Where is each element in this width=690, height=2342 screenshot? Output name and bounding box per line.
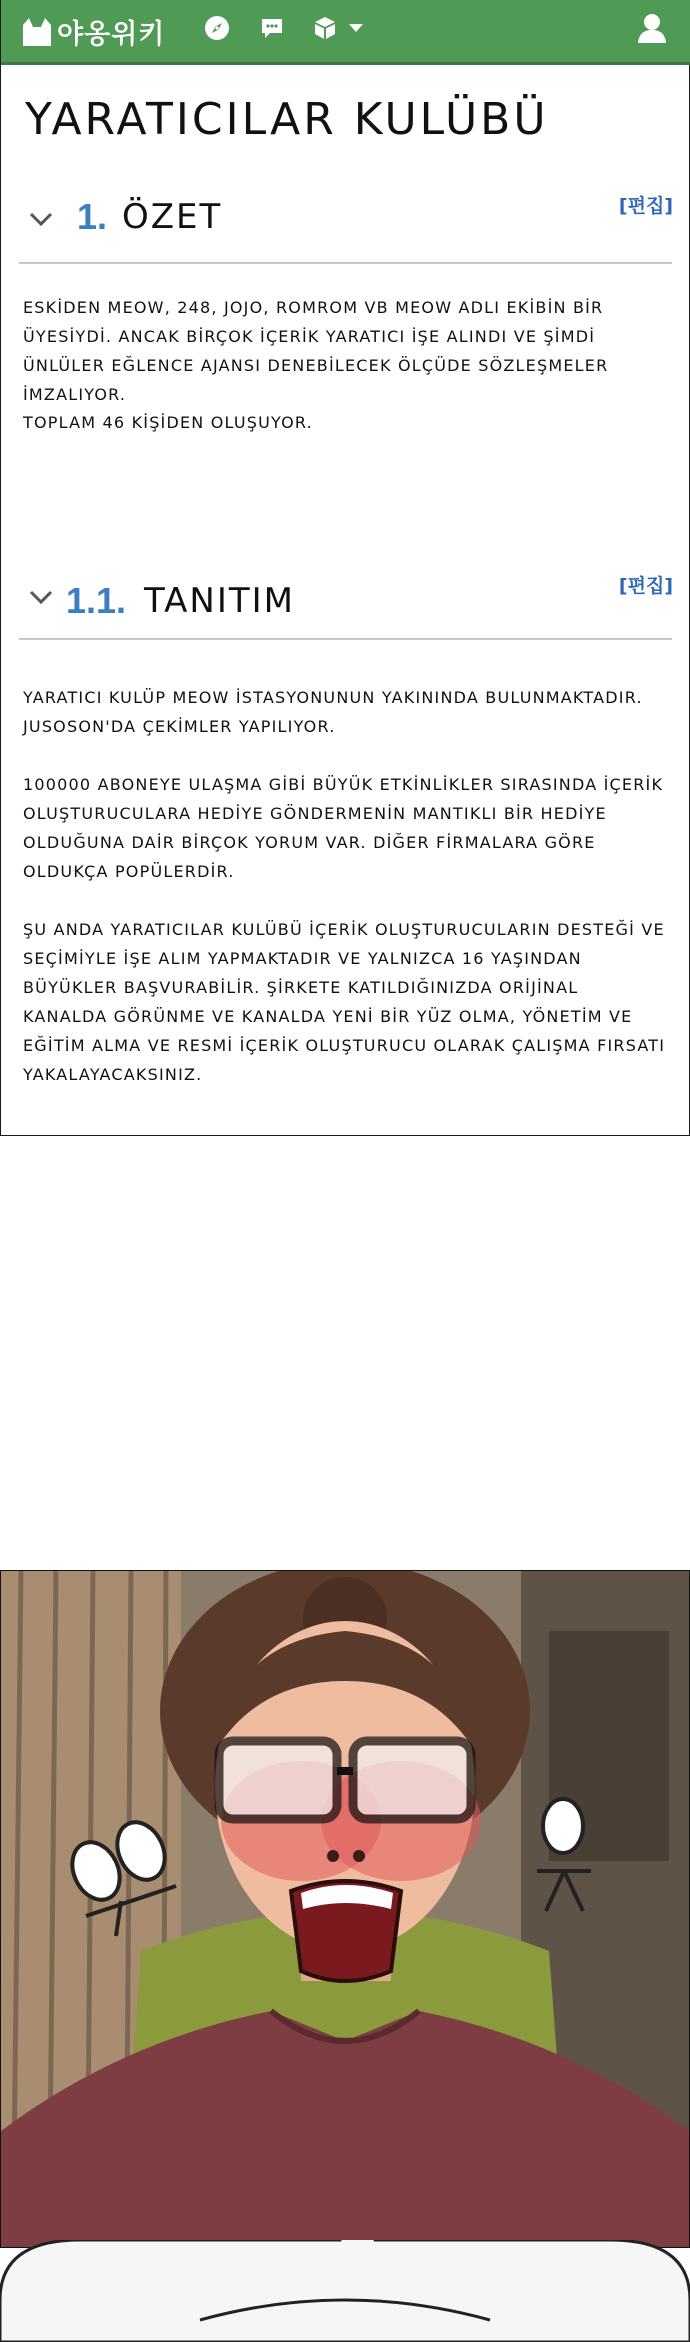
edit-link[interactable]: [편집]: [618, 575, 673, 597]
chevron-down-icon[interactable]: [348, 22, 364, 34]
section-number: 1.: [77, 196, 108, 237]
section-paragraph: TOPLAM 46 KİŞİDEN OLUŞUYOR.: [23, 413, 313, 432]
section-paragraph: YARATICI KULÜP MEOW İSTASYONUNUN YAKININDA BULUNMAKTADIR. JUSOSON'DA ÇEKİMLER YAPILIYOR.: [23, 688, 643, 736]
section-paragraph: ESKİDEN MEOW, 248, JOJO, ROMROM VB MEOW ADLI EKİBİN BİR ÜYESİYDİ. ANCAK BİRÇOK İÇERİK YARATICI İŞE ALINDI VE ŞİMDİ ÜNLÜLER EĞLENCE AJANSI DENEBİLECEK ÖLÇÜDE SÖZLEŞMELER İMZALIYOR.: [23, 298, 609, 404]
discussion-icon[interactable]: [259, 15, 285, 41]
wiki-panel: [0, 0, 690, 1136]
section-title: TANITIM: [144, 581, 295, 621]
brand-home-link[interactable]: [19, 12, 165, 51]
section-title: ÖZET: [122, 197, 223, 237]
chevron-down-icon[interactable]: [29, 211, 53, 227]
brand-name: 야옹위키: [57, 19, 166, 50]
page-title: YARATICILAR KULÜBÜ: [25, 94, 549, 145]
chevron-down-icon[interactable]: [29, 589, 53, 605]
user-icon[interactable]: [637, 12, 667, 44]
section-paragraph: 100000 ABONEYE ULAŞMA GİBİ BÜYÜK ETKİNLİKLER SIRASINDA İÇERİK OLUŞTURUCULARA HEDİYE GÖNDERMENİN MANTIKLI BİR HEDİYE OLDUĞUNA DAİR BİRÇOK YORUM VAR. DİĞER FİRMALARA GÖRE OLDUKÇA POPÜLERDİR.: [23, 775, 664, 881]
comic-panel: [0, 1570, 690, 2248]
comic-illustration: [1, 1571, 689, 2247]
speech-bubble: [0, 2240, 690, 2342]
section-divider: [19, 262, 672, 264]
section-number: 1.1.: [66, 580, 127, 621]
section-paragraph: ŞU ANDA YARATICILAR KULÜBÜ İÇERİK OLUŞTURUCULARIN DESTEĞİ VE SEÇİMİYLE İŞE ALIM YAPMAKTADIR VE YALNIZCA 16 YAŞINDAN BÜYÜKLER BAŞVURABİLİR. ŞİRKETE KATILDIĞINIZDA ORİJİNAL KANALDA GÖRÜNME VE KANALDA YENİ BİR YÜZ OLMA, YÖNETİM VE EĞİTİM ALMA VE RESMİ İÇERİK OLUŞTURUCU OLARAK ÇALIŞMA FIRSATI YAKALAYACAKSINIZ.: [23, 920, 666, 1084]
section-divider: [19, 638, 672, 640]
compass-icon[interactable]: [204, 15, 230, 41]
top-navigation-bar: [1, 0, 690, 65]
cat-logo-icon: [19, 16, 55, 48]
edit-link[interactable]: [편집]: [618, 195, 673, 217]
section-header-ozet[interactable]: [1, 188, 690, 248]
section-header-tanitim[interactable]: [1, 568, 690, 628]
cube-icon[interactable]: [312, 15, 338, 41]
